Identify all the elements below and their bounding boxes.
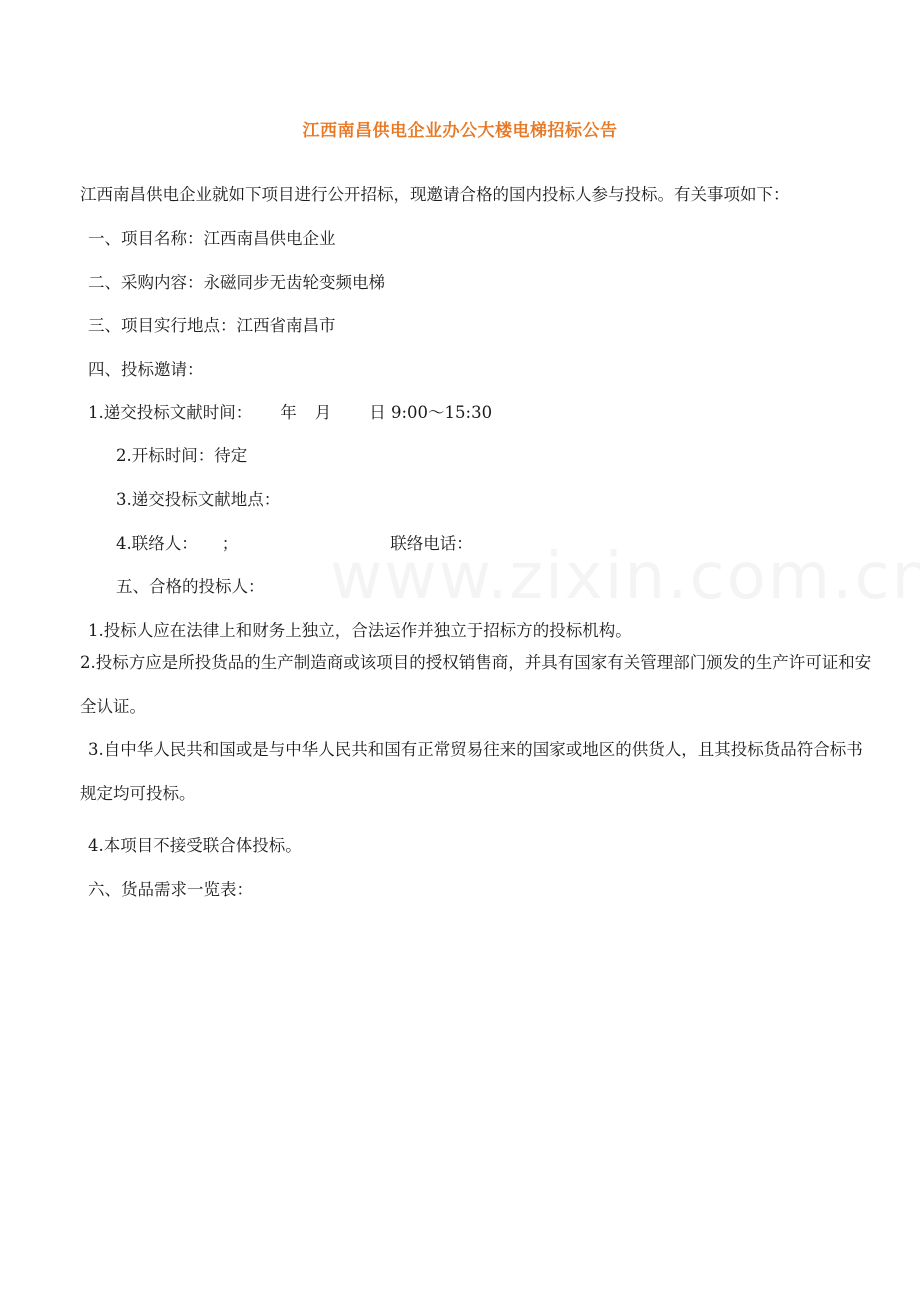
section-project-location: 三、项目实行地点：江西省南昌市 [88,316,336,335]
watermark [330,540,920,614]
submission-day-time: 日 9:00～15:30 [369,403,493,422]
section-project-name: 一、项目名称：江西南昌供电企业 [88,229,336,248]
section-procurement-content: 二、采购内容：永磁同步无齿轮变频电梯 [88,273,385,292]
submission-month: 月 [314,403,332,422]
invitation-submission-time [88,402,492,424]
qualification-4: 4.本项目不接受联合体投标。 [88,836,302,855]
invitation-submission-place: 3.递交投标文献地点： [116,490,281,509]
contact-person-label: 4.联络人： [116,534,198,553]
invitation-opening-time: 2.开标时间：待定 [116,446,248,465]
submission-time-label: 1.递交投标文献时间： [88,403,253,422]
document-title: 江西南昌供电企业办公大楼电梯招标公告 [302,121,618,141]
contact-separator: ； [221,534,239,553]
intro-paragraph: 江西南昌供电企业就如下项目进行公开招标，现邀请合格的国内投标人参与投标。有关事项如下： [80,185,790,204]
qualification-1: 1.投标人应在法律上和财务上独立，合法运作并独立于招标方的投标机构。 [88,621,632,640]
contact-phone-label: 联络电话： [390,534,473,553]
section-bid-invitation: 四、投标邀请： [88,360,204,379]
qualification-3 [80,728,872,816]
qualification-3-text: 3.自中华人民共和国或是与中华人民共和国有正常贸易往来的国家或地区的供货人，且其投标货品符合标书规定均可投标。 [80,740,863,803]
submission-year: 年 [280,403,297,422]
section-goods-list: 六、货品需求一览表： [88,880,253,899]
section-qualified-bidders: 五、合格的投标人： [116,577,265,596]
qualification-2 [80,641,872,729]
qualification-2-text: 2.投标方应是所投货品的生产制造商或该项目的授权销售商，并具有国家有关管理部门颁发的生产许可证和安全认证。 [80,653,872,716]
